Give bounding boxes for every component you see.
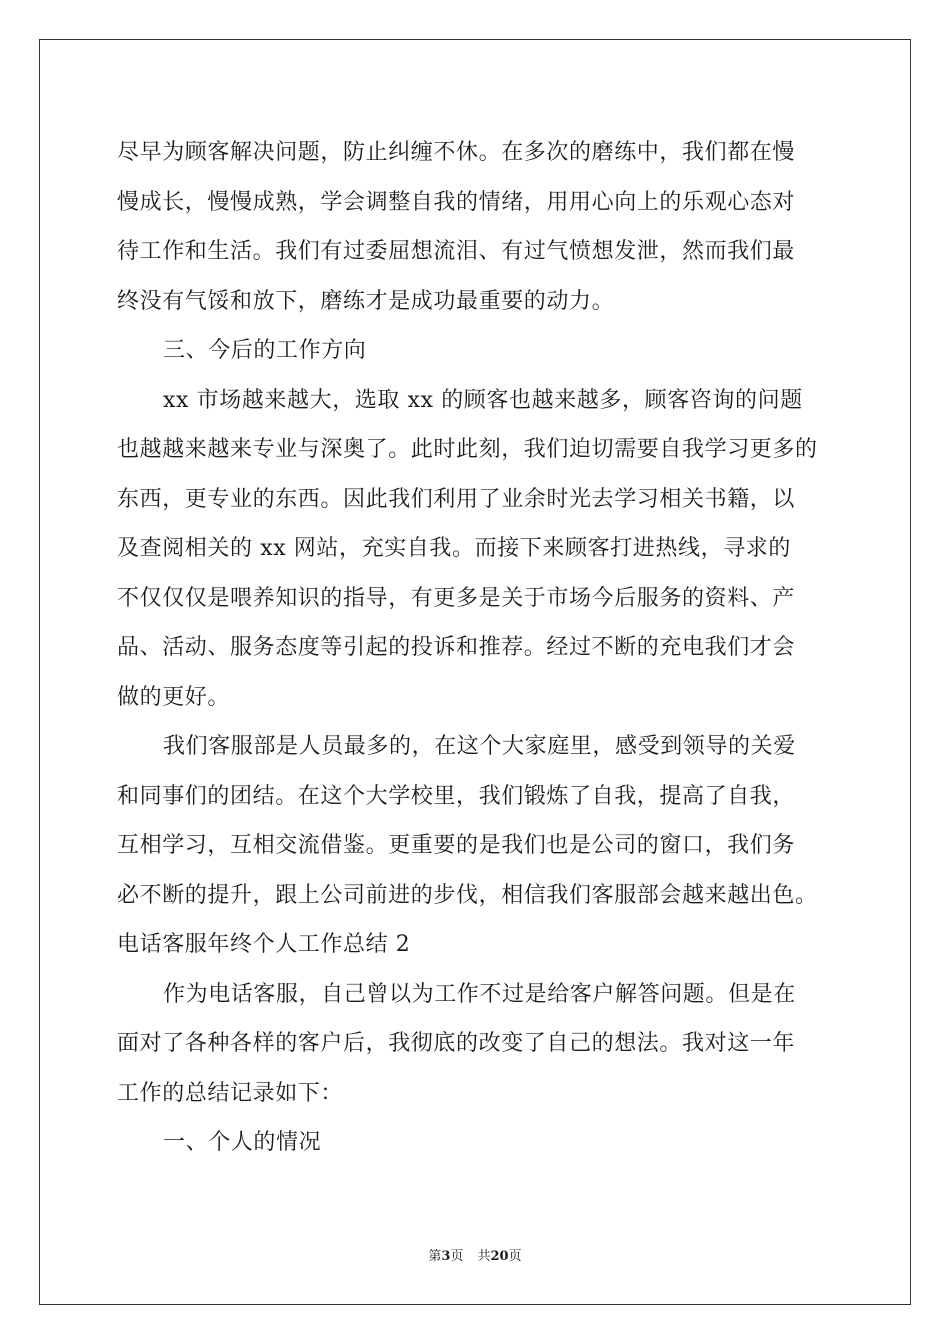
page-prefix: 第 [428, 1249, 442, 1264]
text-line: 面对了各种各样的客户后，我彻底的改变了自己的想法。我对这一年 [117, 1031, 796, 1056]
text-line: 尽早为顾客解决问题，防止纠缠不休。在多次的磨练中，我们都在慢 [117, 140, 796, 165]
text-line: 我们客服部是人员最多的，在这个大家庭里，感受到领导的关爱 [163, 734, 796, 759]
text-line: 不仅仅仅是喂养知识的指导，有更多是关于市场今后服务的资料、产 [117, 585, 796, 611]
text-line: 作为电话客服，自己曾以为工作不过是给客户解答问题。但是在 [163, 981, 796, 1007]
text-line: 慢成长，慢慢成熟，学会调整自我的情绪，用用心向上的乐观心态对 [117, 189, 796, 215]
text-line: 工作的总结记录如下： [117, 1080, 344, 1106]
document-title: 电话客服年终个人工作总结 2 [117, 932, 411, 957]
total-suffix: 页 [508, 1249, 522, 1264]
text-line: 也越越来越来专业与深奥了。此时此刻，我们迫切需要自我学习更多的 [117, 437, 818, 462]
text-line: xx 市场越来越大，选取 xx 的顾客也越来越多，顾客咨询的问题 [163, 387, 803, 413]
section-heading: 三、今后的工作方向 [163, 338, 367, 363]
text-line: 及查阅相关的 xx 网站，充实自我。而接下来顾客打进热线，寻求的 [117, 536, 792, 561]
current-page-number: 3 [441, 1249, 451, 1264]
text-line: 互相学习，互相交流借鉴。更重要的是我们也是公司的窗口，我们务 [117, 833, 796, 858]
total-page-number: 20 [490, 1249, 509, 1264]
text-line: 终没有气馁和放下，磨练才是成功最重要的动力。 [117, 288, 615, 314]
text-line: 必不断的提升，跟上公司前进的步伐，相信我们客服部会越来越出色。 [117, 882, 818, 908]
page-footer [0, 1247, 950, 1267]
document-body [117, 128, 847, 1168]
page-suffix: 页 [450, 1249, 464, 1264]
section-heading: 一、个人的情况 [163, 1130, 322, 1155]
text-line: 品、活动、服务态度等引起的投诉和推荐。经过不断的充电我们才会 [117, 635, 796, 660]
text-line: 做的更好。 [117, 684, 231, 710]
total-prefix: 共 [477, 1249, 491, 1264]
text-line: 待工作和生活。我们有过委屈想流泪、有过气愤想发泄，然而我们最 [117, 239, 796, 264]
text-line: 和同事们的团结。在这个大学校里，我们锻炼了自我，提高了自我， [117, 783, 796, 809]
text-line: 东西，更专业的东西。因此我们利用了业余时光去学习相关书籍，以 [117, 486, 796, 512]
